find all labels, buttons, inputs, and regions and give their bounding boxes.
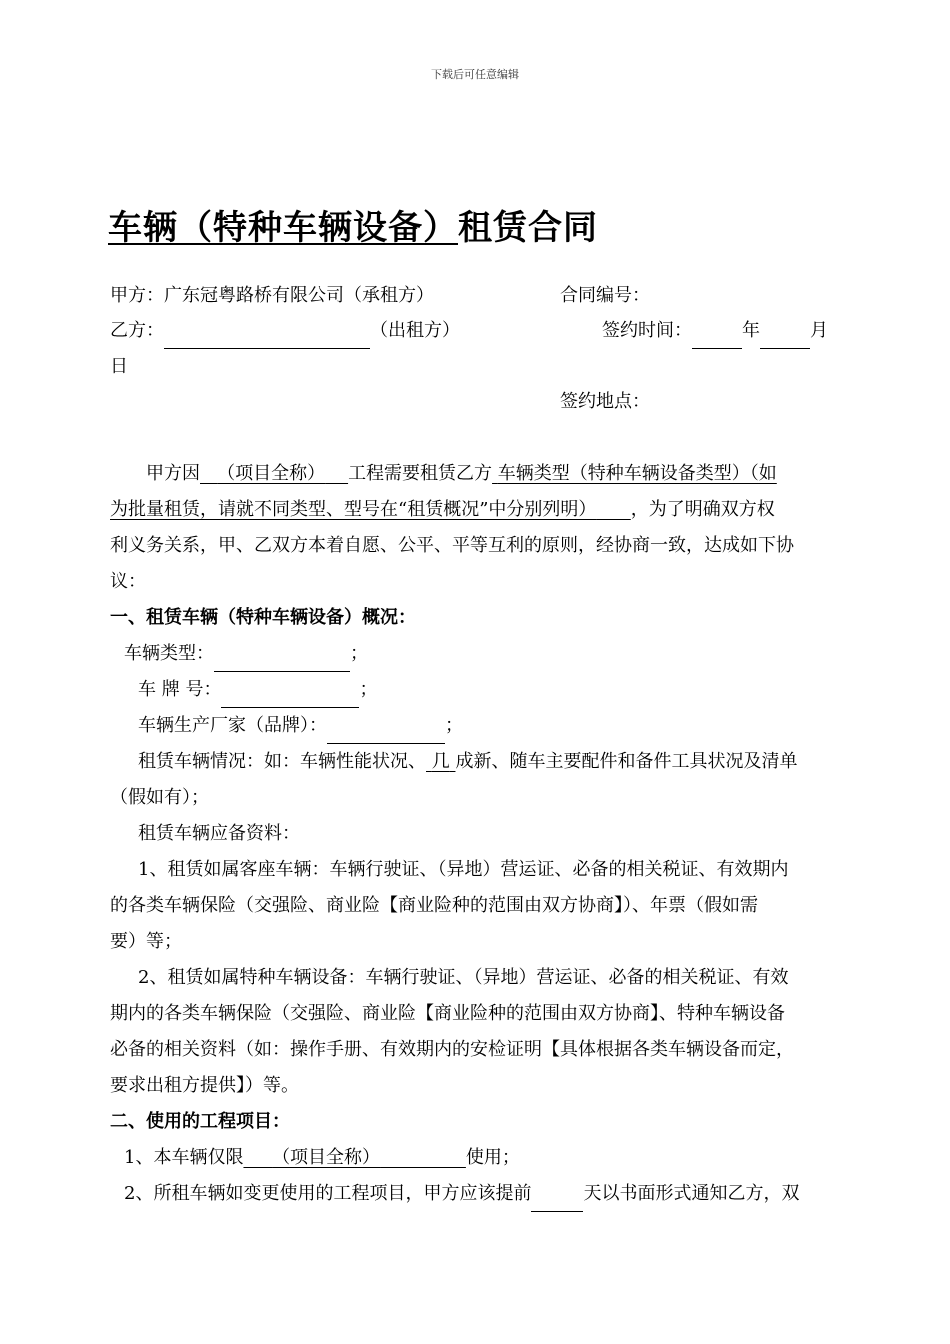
- condition-line-1: [138, 744, 797, 780]
- month-label: 月: [810, 320, 828, 341]
- condition-text: 租赁车辆情况：如：车辆性能状况、: [138, 751, 426, 772]
- section2-text: 1、本车辆仅限: [124, 1147, 244, 1168]
- intro-vehicle-type-1: [492, 463, 777, 484]
- day-label: 日: [110, 356, 128, 377]
- plate-number-line: [138, 672, 377, 708]
- item2-line-1: 2、租赁如属特种车辆设备：车辆行驶证、（异地）营运证、必备的相关税证、有效: [138, 967, 789, 988]
- vehicle-type-label: 车辆类型：: [124, 643, 214, 664]
- intro-vehicle-type-2: [110, 499, 631, 520]
- item1-line-2: 的各类车辆保险（交强险、商业险【商业险种的范围由双方协商】）、年票（假如需: [110, 895, 758, 916]
- month-blank: [760, 326, 810, 349]
- intro-text: ，为了明确双方权: [630, 499, 775, 520]
- party-b-role: （出租方）: [370, 320, 460, 341]
- item1-line-3: 要）等；: [110, 931, 182, 952]
- intro-text: 甲方因: [146, 463, 200, 484]
- vehicle-type-blank: [214, 649, 350, 672]
- docs-label: 租赁车辆应备资料：: [138, 823, 300, 844]
- sign-place-label: 签约地点：: [560, 391, 650, 412]
- semicolon: ；: [445, 715, 463, 736]
- intro-line-4: 议：: [110, 571, 146, 592]
- plate-number-blank: [221, 685, 359, 708]
- section2-item1: [124, 1140, 520, 1176]
- party-b-blank: [164, 326, 370, 349]
- sign-time-label: 签约时间：: [602, 320, 692, 341]
- intro-vehicle-text: 车辆类型（特种车辆设备类型）（如: [497, 463, 777, 484]
- party-a: 甲方：广东冠粤路桥有限公司（承租方）: [110, 285, 434, 306]
- sign-time-line: [602, 313, 828, 349]
- manufacturer-blank: [327, 721, 445, 744]
- section2-text: 使用；: [465, 1147, 520, 1168]
- contract-number-label: 合同编号：: [560, 285, 650, 306]
- party-b-label: 乙方：: [110, 320, 164, 341]
- title-underlined-part: 车辆（特种车辆设备）: [108, 208, 458, 248]
- condition-ji: [426, 751, 455, 772]
- semicolon: ；: [359, 679, 378, 700]
- party-b-line: [110, 313, 460, 349]
- manufacturer-line: [138, 708, 463, 744]
- section-2-heading: 二、使用的工程项目：: [110, 1111, 290, 1132]
- days-blank: [531, 1189, 583, 1212]
- item2-line-3: 必备的相关资料（如：操作手册、有效期内的安检证明【具体根据各类车辆设备而定，: [110, 1039, 794, 1060]
- item1-line-1: 1、租赁如属客座车辆：车辆行驶证、（异地）营运证、必备的相关税证、有效期内: [138, 859, 789, 880]
- vehicle-type-line: [124, 636, 368, 672]
- condition-text: 成新、随车主要配件和备件工具状况及清单: [455, 751, 798, 772]
- condition-ji-text: 几: [431, 751, 450, 772]
- intro-line-3: 利义务关系，甲、乙双方本着自愿、公平、平等互利的原则，经协商一致，达成如下协: [110, 535, 794, 556]
- intro-line-2: [110, 492, 775, 528]
- intro-project-text: （项目全称）: [217, 463, 326, 484]
- year-label: 年: [742, 320, 760, 341]
- section2-project-text: （项目全称）: [272, 1147, 381, 1168]
- item2-line-4: 要求出租方提供】）等。: [110, 1075, 299, 1096]
- semicolon: ；: [350, 643, 368, 664]
- document-title: [108, 200, 598, 249]
- section2-item2: [124, 1176, 799, 1212]
- title-rest: 租赁合同: [458, 208, 598, 248]
- item2-line-2: 期内的各类车辆保险（交强险、商业险【商业险种的范围由双方协商】、特种车辆设备: [110, 1003, 785, 1024]
- header-note: 下载后可任意编辑: [431, 68, 519, 81]
- section2-project-name: [243, 1147, 465, 1168]
- section-1-heading: 一、租赁车辆（特种车辆设备）概况：: [110, 607, 416, 628]
- plate-number-label: 车 牌 号：: [138, 679, 222, 700]
- intro-project-name: [200, 463, 348, 484]
- year-blank: [692, 326, 742, 349]
- intro-line-1: [146, 456, 777, 492]
- manufacturer-label: 车辆生产厂家（品牌）：: [138, 715, 327, 736]
- intro-text: 工程需要租赁乙方: [348, 463, 493, 484]
- section2-text: 2、所租车辆如变更使用的工程项目，甲方应该提前: [124, 1183, 532, 1204]
- intro-vehicle-text: 为批量租赁，请就不同类型、型号在“租赁概况”中分别列明）: [110, 499, 597, 520]
- condition-line-2: （假如有）；: [110, 787, 209, 808]
- section2-text: 天以书面形式通知乙方，双: [583, 1183, 800, 1204]
